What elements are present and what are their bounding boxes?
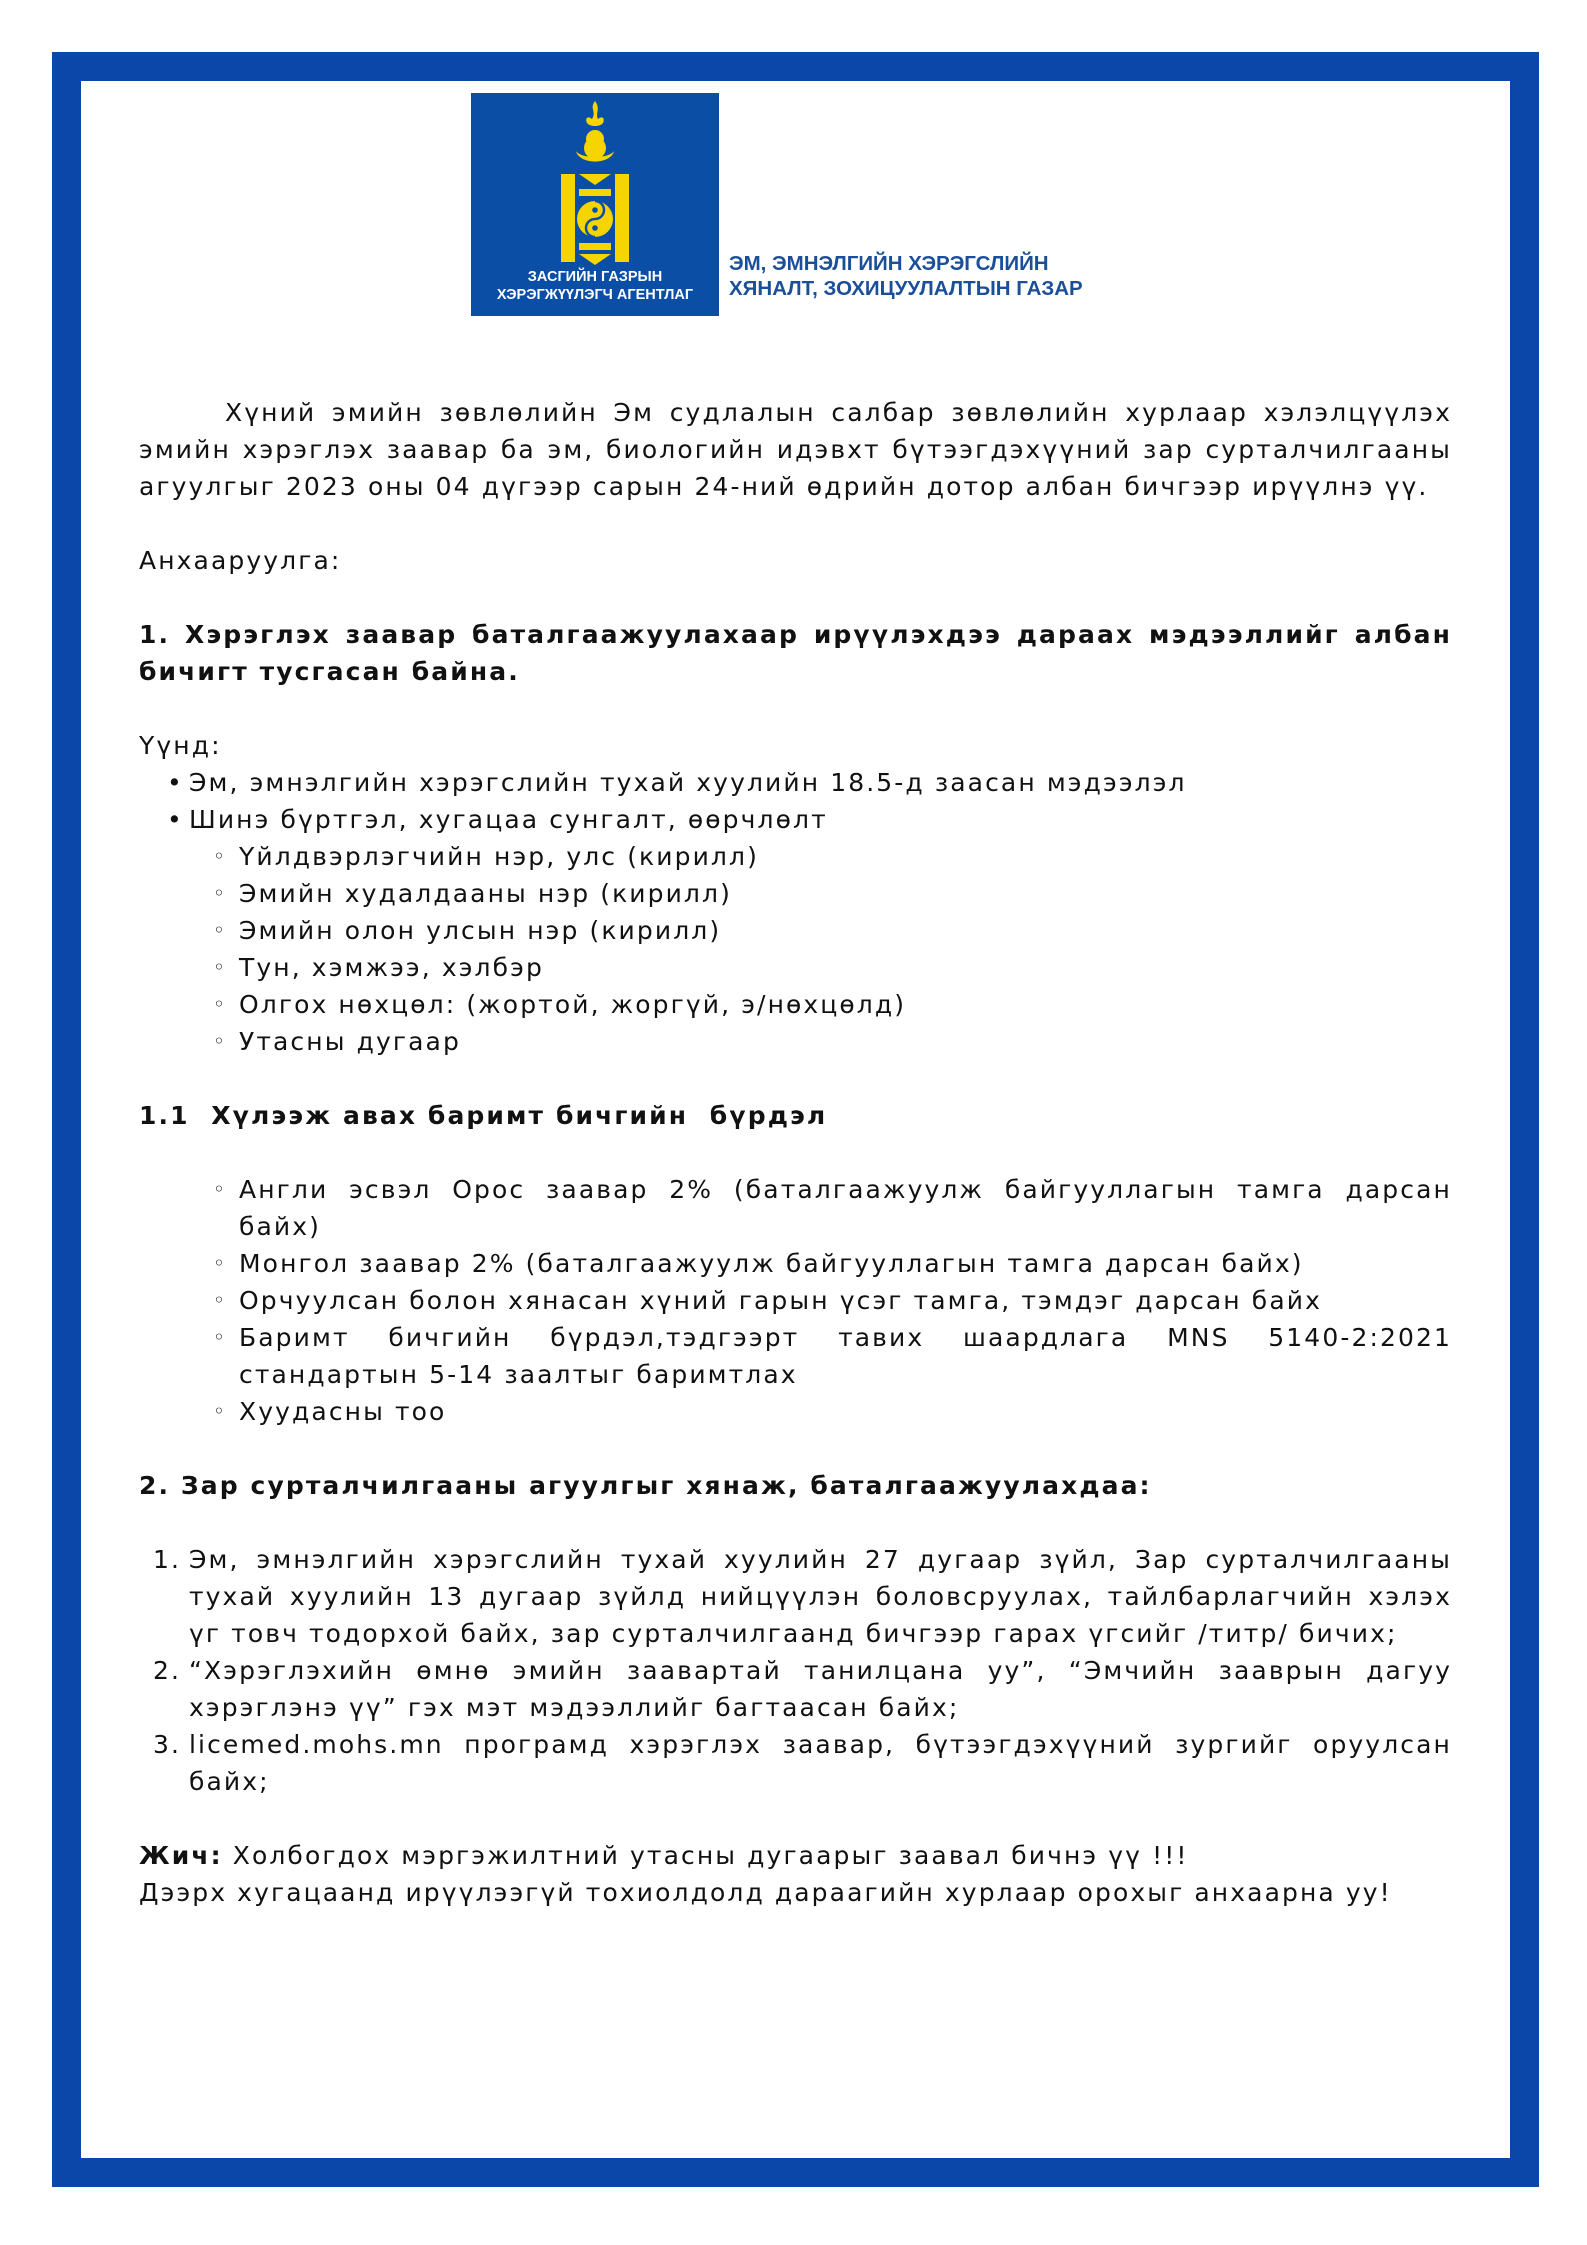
list-item: ◦ Хуудасны тоо: [139, 1393, 1452, 1430]
list-item: ◦ Монгол заавар 2% (баталгаажуулж байгууллагын тамга дарсан байх): [139, 1245, 1452, 1282]
section1-bullet-list: [139, 764, 1452, 838]
list-number: 3.: [153, 1730, 182, 1759]
list-item: ◦ Эмийн олон улсын нэр (кирилл): [139, 912, 1452, 949]
list-item: ◦ Олгох нөхцөл: (жортой, жоргүй, э/нөхцөлд): [139, 986, 1452, 1023]
list-item: [139, 1652, 1452, 1726]
agency-name: [729, 251, 1083, 301]
list-item: ◦ Орчуулсан болон хянасан хүний гарын үсэг тамга, тэмдэг дарсан байх: [139, 1282, 1452, 1319]
closing-paragraph: Дээрх хугацаанд ирүүлээгүй тохиолдолд дараагийн хурлаар орохыг анхаарна уу!: [139, 1878, 1392, 1907]
list-item: ◦ Баримт бичгийн бүрдэл,тэдгээрт тавих шаардлага MNS 5140-2:2021 стандартын 5-14 заалтыг баримтлах: [139, 1319, 1452, 1393]
notice-label: Анхааруулга:: [139, 546, 342, 575]
section11-heading: 1.1 Хүлээж авах баримт бичгийн бүрдэл: [139, 1101, 828, 1130]
section11-list: [139, 1171, 1452, 1430]
agency-logo: [471, 93, 719, 316]
note-paragraph: [139, 1837, 1452, 1874]
list-item: ◦ Утасны дугаар: [139, 1023, 1452, 1060]
logo-caption-line1: ЗАСГИЙН ГАЗРЫН: [527, 269, 663, 285]
list-item: [139, 1726, 1452, 1800]
section2-numbered-list: [139, 1541, 1452, 1800]
list-item: ◦ Англи эсвэл Орос заавар 2% (баталгаажуулж байгууллагын тамга дарсан байх): [139, 1171, 1452, 1245]
section1-heading: 1. Хэрэглэх заавар баталгаажуулахаар ирүүлэхдээ дараах мэдээллийг албан бичигт тусгасан байна.: [139, 620, 1452, 686]
note-label: Жич:: [139, 1841, 223, 1870]
list-item: • Эм, эмнэлгийн хэрэгслийн тухай хуулийн 18.5-д заасан мэдээлэл: [139, 764, 1452, 801]
section1-lead: Үүнд:: [139, 731, 222, 760]
soyombo-emblem-icon: [471, 93, 719, 268]
list-item: • Шинэ бүртгэл, хугацаа сунгалт, өөрчлөлт: [139, 801, 1452, 838]
agency-name-line2: ХЯНАЛТ, ЗОХИЦУУЛАЛТЫН ГАЗАР: [729, 277, 1083, 300]
list-item: [139, 1541, 1452, 1652]
list-item: ◦ Тун, хэмжээ, хэлбэр: [139, 949, 1452, 986]
logo-caption-line2: ХЭРЭГЖҮҮЛЭГЧ АГЕНТЛАГ: [496, 287, 694, 303]
list-item-text: “Хэрэглэхийн өмнө эмийн заавартай танилцана уу”, “Эмчийн зааврын дагуу хэрэглэнэ үү” гэх мэт мэдээллийг багтаасан байх;: [189, 1656, 1452, 1722]
list-item: ◦ Эмийн худалдааны нэр (кирилл): [139, 875, 1452, 912]
list-item-text: Эм, эмнэлгийн хэрэгслийн тухай хуулийн 27 дугаар зүйл, Зар сурталчилгааны тухай хуулийн 13 дугаар зүйлд нийцүүлэн боловсруулах, тайлбарлагчийн хэлэх үг товч тодорхой байх, зар сурталчилгаанд бичгээр гарах үгсийг /титр/ бичих;: [189, 1545, 1452, 1648]
agency-name-line1: ЭМ, ЭМНЭЛГИЙН ХЭРЭГСЛИЙН: [729, 252, 1049, 275]
list-number: 1.: [153, 1545, 182, 1574]
note-text: Холбогдох мэргэжилтний утасны дугаарыг заавал бичнэ үү !!!: [222, 1841, 1189, 1870]
document-body: [139, 394, 1452, 1911]
list-item-text: licemed.mohs.mn програмд хэрэглэх заавар, бүтээгдэхүүний зургийг оруулсан байх;: [189, 1730, 1452, 1796]
section2-heading: 2. Зар сурталчилгааны агуулгыг хянаж, баталгаажуулахдаа:: [139, 1471, 1152, 1500]
list-item: ◦ Үйлдвэрлэгчийн нэр, улс (кирилл): [139, 838, 1452, 875]
section1-subbullet-list: [139, 838, 1452, 1060]
intro-paragraph: Хүний эмийн зөвлөлийн Эм судлалын салбар зөвлөлийн хурлаар хэлэлцүүлэх эмийн хэрэглэх заавар ба эм, биологийн идэвхт бүтээгдэхүүний зар сурталчилгааны агуулгыг 2023 оны 04 дүгээр сарын 24-ний өдрийн дотор албан бичгээр ирүүлнэ үү.: [139, 398, 1452, 501]
list-number: 2.: [153, 1656, 182, 1685]
